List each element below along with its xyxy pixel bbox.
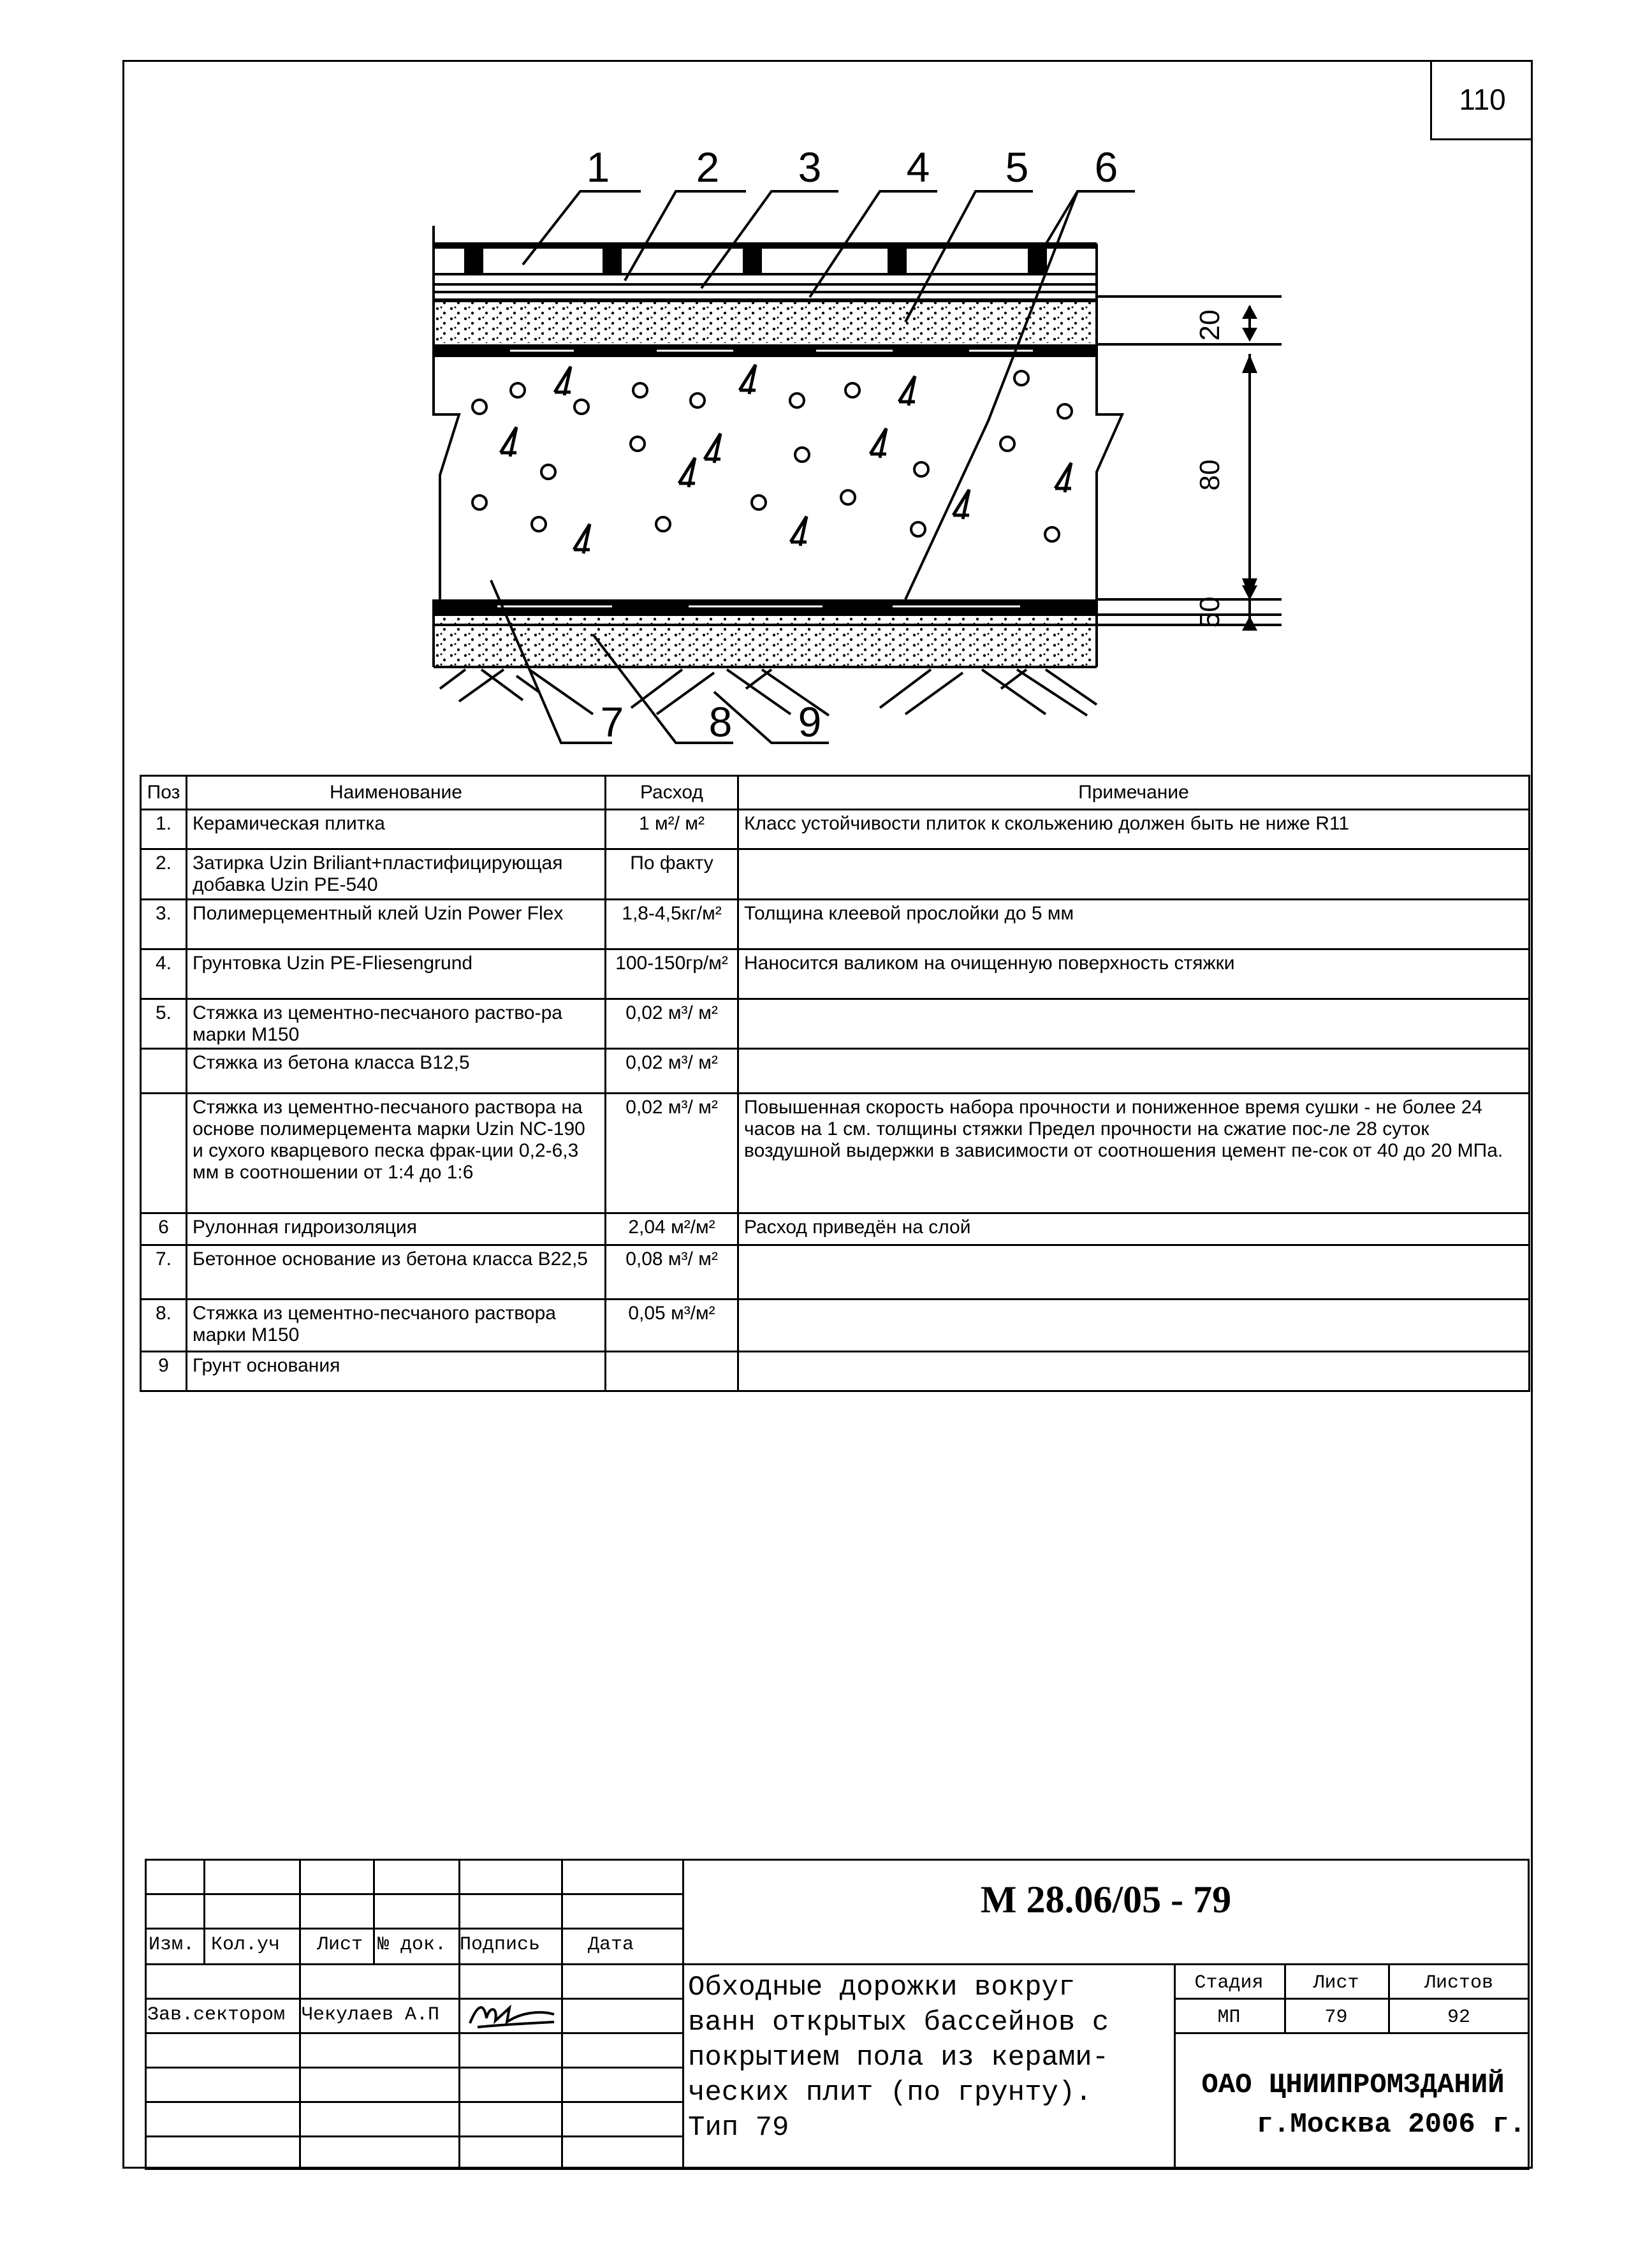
sheets-value: 92 [1447, 2007, 1470, 2028]
row-note [738, 1049, 1530, 1094]
floor-section-drawing [0, 0, 1652, 775]
row-rate: 1,8-4,5кг/м² [606, 899, 738, 949]
row-note [738, 999, 1530, 1049]
dimension-20: 20 [1194, 309, 1225, 341]
row-pos: 4. [141, 949, 187, 999]
row-rate: 1 м²/ м² [606, 809, 738, 849]
table-row [141, 1300, 1530, 1352]
header-pos: Поз [141, 776, 187, 810]
table-row [141, 1213, 1530, 1245]
row-pos: 7. [141, 1245, 187, 1300]
document-code: М 28.06/05 - 79 [980, 1879, 1232, 1921]
row-pos [141, 1049, 187, 1094]
col-header-signature: Подпись [460, 1934, 541, 1956]
row-pos: 8. [141, 1300, 187, 1352]
col-header-date: Дата [588, 1934, 634, 1956]
title-block [145, 1859, 1530, 2170]
row-name: Стяжка из бетона класса В12,5 [187, 1049, 606, 1094]
row-pos: 2. [141, 849, 187, 899]
row-name: Затирка Uzin Briliant+пластифицирующая добавка Uzin PE-540 [187, 849, 606, 899]
row-name: Грунтовка Uzin PE-Fliesengrund [187, 949, 606, 999]
row-note: Толщина клеевой прослойки до 5 мм [738, 899, 1530, 949]
row-name: Керамическая плитка [187, 809, 606, 849]
table-row [141, 1352, 1530, 1391]
person-name: Чекулаев А.П [302, 2004, 440, 2026]
dimension-80: 80 [1194, 459, 1225, 491]
sheet-number: 110 [1430, 60, 1533, 140]
row-name: Бетонное основание из бетона класса В22,5 [187, 1245, 606, 1300]
row-rate: 0,08 м³/ м² [606, 1245, 738, 1300]
table-header-row [141, 776, 1530, 810]
col-header-rev: Изм. [149, 1934, 195, 1956]
table-row [141, 899, 1530, 949]
sheet-label: Лист [1313, 1972, 1359, 1994]
callout-4: 4 [906, 143, 930, 191]
row-note: Расход приведён на слой [738, 1213, 1530, 1245]
row-note [738, 1300, 1530, 1352]
dimension-50: 50 [1194, 596, 1225, 628]
sheets-label: Листов [1424, 1972, 1494, 1994]
stage-label: Стадия [1194, 1972, 1264, 1994]
row-name: Грунт основания [187, 1352, 606, 1391]
table-row [141, 849, 1530, 899]
row-note: Наносится валиком на очищенную поверхность стяжки [738, 949, 1530, 999]
callout-6: 6 [1094, 143, 1118, 191]
table-row [141, 1245, 1530, 1300]
callout-3: 3 [798, 143, 822, 191]
row-name: Стяжка из цементно-песчаного раствора на основе полимерцемента марки Uzin NC-190 и сухого кварцевого песка фрак-ции 0,2-6,3 мм в соотношении от 1:4 до 1:6 [187, 1094, 606, 1213]
callout-2: 2 [696, 143, 720, 191]
header-name: Наименование [187, 776, 606, 810]
row-rate: 0,02 м³/ м² [606, 999, 738, 1049]
table-row [141, 999, 1530, 1049]
col-header-qty: Кол.уч [211, 1934, 281, 1956]
row-note [738, 1352, 1530, 1391]
signature [465, 1999, 557, 2031]
row-note: Класс устойчивости плиток к скольжению должен быть не ниже R11 [738, 809, 1530, 849]
row-rate: 2,04 м²/м² [606, 1213, 738, 1245]
row-pos: 9 [141, 1352, 187, 1391]
row-pos: 3. [141, 899, 187, 949]
table-row [141, 809, 1530, 849]
table-row [141, 1094, 1530, 1213]
row-name: Рулонная гидроизоляция [187, 1213, 606, 1245]
callout-8: 8 [708, 698, 733, 745]
row-rate [606, 1352, 738, 1391]
row-rate: По факту [606, 849, 738, 899]
row-pos: 1. [141, 809, 187, 849]
table-row [141, 949, 1530, 999]
role-label: Зав.сектором [147, 2004, 286, 2026]
row-pos: 5. [141, 999, 187, 1049]
city-year: г.Москва 2006 г. [1256, 2109, 1526, 2141]
callout-9: 9 [798, 698, 822, 745]
row-pos [141, 1094, 187, 1213]
callout-1: 1 [586, 143, 610, 191]
callout-5: 5 [1005, 143, 1029, 191]
organization-name: ОАО ЦНИИПРОМЗДАНИЙ [1201, 2069, 1505, 2101]
row-note [738, 1245, 1530, 1300]
row-name: Полимерцементный клей Uzin Power Flex [187, 899, 606, 949]
row-name: Стяжка из цементно-песчаного раство-ра марки М150 [187, 999, 606, 1049]
row-pos: 6 [141, 1213, 187, 1245]
table-row [141, 1049, 1530, 1094]
specification-table [140, 775, 1530, 1392]
stage-value: МП [1217, 2007, 1241, 2028]
row-note: Повышенная скорость набора прочности и пониженное время сушки - не более 24 часов на 1 см. толщины стяжки Предел прочности на сжатие пос-ле 28 суток воздушной выдержки в зависимости от соотношения цемент пе-сок от 40 до 20 МПа. [738, 1094, 1530, 1213]
drawing-title: Обходные дорожки вокруг ванн открытых бассейнов с покрытием пола из керами- ческих плит (по грунту). Тип 79 [688, 1972, 1109, 2144]
row-rate: 0,02 м³/ м² [606, 1049, 738, 1094]
sheet-value: 79 [1324, 2007, 1348, 2028]
col-header-sheet: Лист [317, 1934, 363, 1956]
row-rate: 0,05 м³/м² [606, 1300, 738, 1352]
col-header-docno: № док. [377, 1934, 447, 1956]
row-rate: 100-150гр/м² [606, 949, 738, 999]
header-rate: Расход [606, 776, 738, 810]
row-rate: 0,02 м³/ м² [606, 1094, 738, 1213]
row-note [738, 849, 1530, 899]
callout-7: 7 [600, 698, 624, 745]
row-name: Стяжка из цементно-песчаного раствора марки М150 [187, 1300, 606, 1352]
header-note: Примечание [738, 776, 1530, 810]
